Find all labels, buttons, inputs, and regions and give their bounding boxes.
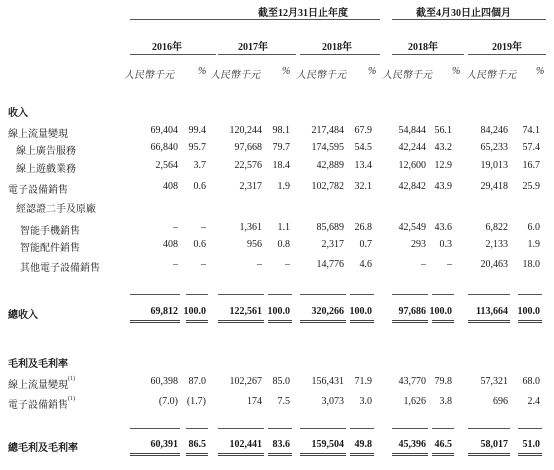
subtotal-rule <box>468 294 510 295</box>
subtotal-rule <box>130 294 180 295</box>
total-rule <box>518 320 542 323</box>
subtotal-rule <box>432 294 454 295</box>
unit-pct-2018-4m: % <box>452 66 461 77</box>
total-revenue-label: 總收入 <box>8 310 38 321</box>
gross-row-value: (7.0) <box>158 396 178 407</box>
subtotal-rule <box>218 294 264 295</box>
row-value: 42,889 <box>316 160 344 171</box>
row-value: 54,844 <box>398 125 426 136</box>
row-value: 25.9 <box>522 181 540 192</box>
gross-total-rule <box>300 453 346 456</box>
total-rule <box>392 320 428 323</box>
row-value: 2,317 <box>321 239 344 250</box>
subtotal-rule <box>350 294 374 295</box>
row-value: 0.6 <box>193 239 206 250</box>
gross-total-rule <box>218 453 264 456</box>
row-value: 408 <box>163 239 178 250</box>
gross-row-value: 71.9 <box>354 376 372 387</box>
gross-row-value: 85.0 <box>272 376 290 387</box>
gross-row-value: 696 <box>493 396 508 407</box>
row-value: 22,576 <box>234 160 262 171</box>
subtotal-rule <box>300 294 346 295</box>
gross-row-value: 79.8 <box>434 376 452 387</box>
total-revenue-value: 122,561 <box>229 306 262 317</box>
row-value: 13.4 <box>354 160 372 171</box>
subtotal-rule <box>268 294 292 295</box>
row-value: 6.0 <box>527 222 540 233</box>
row-value: – <box>201 222 206 233</box>
row-label: 經認證二手及原廠 <box>16 204 96 215</box>
unit-amount-2016: 人民幣千元 <box>124 70 174 81</box>
unit-amount-2018: 人民幣千元 <box>296 70 346 81</box>
gross-subtotal-rule <box>186 428 208 429</box>
row-value: 74.1 <box>522 125 540 136</box>
total-rule <box>300 320 346 323</box>
subtotal-rule <box>392 294 428 295</box>
total-gross-value: 60,391 <box>150 439 178 450</box>
gross-row-value: 7.5 <box>277 396 290 407</box>
row-value: 85,689 <box>316 222 344 233</box>
row-value: – <box>173 259 178 270</box>
row-value: 1.9 <box>527 239 540 250</box>
row-value: 2,133 <box>485 239 508 250</box>
total-revenue-value: 100.0 <box>267 306 290 317</box>
row-value: 4.6 <box>359 259 372 270</box>
row-value: – <box>173 222 178 233</box>
row-value: 18.0 <box>522 259 540 270</box>
row-value: 293 <box>411 239 426 250</box>
row-label: 智能手機銷售 <box>20 226 80 237</box>
row-value: 408 <box>163 181 178 192</box>
gross-row-value: 3.0 <box>359 396 372 407</box>
row-label: 線上遊戲業務 <box>16 164 76 175</box>
total-gross-label: 總毛利及毛利率 <box>8 443 78 454</box>
gross-total-rule <box>432 453 454 456</box>
total-gross-value: 102,441 <box>229 439 262 450</box>
gross-row-value: 3.8 <box>439 396 452 407</box>
row-value: 956 <box>247 239 262 250</box>
gross-row-value: 60,398 <box>150 376 178 387</box>
total-gross-value: 86.5 <box>188 439 206 450</box>
total-revenue-value: 69,812 <box>150 306 178 317</box>
gross-subtotal-rule <box>432 428 454 429</box>
row-value: 43.6 <box>434 222 452 233</box>
gross-row-value: (1.7) <box>186 396 206 407</box>
unit-pct-2019-4m: % <box>536 66 545 77</box>
row-label: 電子設備銷售 <box>8 185 68 196</box>
row-value: 174,595 <box>311 142 344 153</box>
row-label: 線上流量變現 <box>8 129 68 140</box>
gross-row-value: 156,431 <box>311 376 344 387</box>
row-value: 66,840 <box>150 142 178 153</box>
year-rule-2019-4m <box>468 54 546 55</box>
year-2018: 2018年 <box>322 42 352 53</box>
total-rule <box>350 320 374 323</box>
gross-subtotal-rule <box>268 428 292 429</box>
total-rule <box>468 320 510 323</box>
gross-row-value: 1,626 <box>403 396 426 407</box>
total-gross-value: 49.8 <box>354 439 372 450</box>
total-rule <box>186 320 208 323</box>
row-value: – <box>257 259 262 270</box>
total-revenue-value: 100.0 <box>183 306 206 317</box>
row-value: 14,776 <box>316 259 344 270</box>
row-value: 32.1 <box>354 181 372 192</box>
row-value: – <box>285 259 290 270</box>
row-value: 65,233 <box>480 142 508 153</box>
row-value: 0.3 <box>439 239 452 250</box>
row-value: 1.1 <box>277 222 290 233</box>
unit-pct-2016: % <box>198 66 207 77</box>
row-value: 102,782 <box>311 181 344 192</box>
row-value: 98.1 <box>272 125 290 136</box>
gross-row-label: 線上流量變現 <box>8 380 68 391</box>
total-rule <box>268 320 292 323</box>
total-revenue-value: 320,266 <box>311 306 344 317</box>
row-value: 6,822 <box>485 222 508 233</box>
year-2017: 2017年 <box>238 42 268 53</box>
row-value: 2,317 <box>239 181 262 192</box>
total-rule <box>218 320 264 323</box>
row-value: 99.4 <box>188 125 206 136</box>
gross-row-value: 43,770 <box>398 376 426 387</box>
total-gross-value: 83.6 <box>272 439 290 450</box>
total-revenue-value: 100.0 <box>517 306 540 317</box>
year-rule-2016 <box>130 54 216 55</box>
section-revenue: 收入 <box>8 108 28 119</box>
unit-amount-2019-4m: 人民幣千元 <box>466 70 516 81</box>
row-value: 56.1 <box>434 125 452 136</box>
row-label: 其他電子設備銷售 <box>20 263 100 274</box>
total-revenue-value: 100.0 <box>429 306 452 317</box>
gross-subtotal-rule <box>518 428 542 429</box>
row-value: 0.7 <box>359 239 372 250</box>
row-value: 42,244 <box>398 142 426 153</box>
row-value: 79.7 <box>272 142 290 153</box>
gross-subtotal-rule <box>300 428 346 429</box>
row-value: 20,463 <box>480 259 508 270</box>
header-four-months: 截至4月30日止四個月 <box>416 8 511 19</box>
header-year-ended: 截至12月31日止年度 <box>258 8 348 19</box>
row-value: 18.4 <box>272 160 290 171</box>
total-rule <box>432 320 454 323</box>
gross-total-rule <box>268 453 292 456</box>
gross-total-rule <box>518 453 542 456</box>
gross-subtotal-rule <box>392 428 428 429</box>
section-gross-profit: 毛利及毛利率 <box>8 359 68 370</box>
row-value: 16.7 <box>522 160 540 171</box>
row-value: – <box>447 259 452 270</box>
gross-total-rule <box>130 453 180 456</box>
row-value: 42,842 <box>398 181 426 192</box>
gross-row-value: 102,267 <box>229 376 262 387</box>
gross-total-rule <box>186 453 208 456</box>
year-2019-4m: 2019年 <box>492 42 522 53</box>
row-label: 智能配件銷售 <box>20 243 80 254</box>
row-value: 2,564 <box>155 160 178 171</box>
total-revenue-value: 97,686 <box>398 306 426 317</box>
row-value: 97,668 <box>234 142 262 153</box>
row-value: 120,244 <box>229 125 262 136</box>
row-value: 54.5 <box>354 142 372 153</box>
gross-total-rule <box>392 453 428 456</box>
row-value: 12.9 <box>434 160 452 171</box>
row-value: – <box>421 259 426 270</box>
total-gross-value: 45,396 <box>398 439 426 450</box>
total-gross-value: 159,504 <box>311 439 344 450</box>
gross-subtotal-rule <box>468 428 510 429</box>
gross-total-rule <box>350 453 374 456</box>
row-value: 12,600 <box>398 160 426 171</box>
row-value: 1,361 <box>239 222 262 233</box>
row-value: 67.9 <box>354 125 372 136</box>
gross-row-value: 87.0 <box>188 376 206 387</box>
year-2018-4m: 2018年 <box>408 42 438 53</box>
footnote-marker: (1) <box>68 376 75 382</box>
footnote-marker: (1) <box>68 396 75 402</box>
row-label: 線上廣告服務 <box>16 146 76 157</box>
header-rule-2 <box>392 19 546 20</box>
row-value: 1.9 <box>277 181 290 192</box>
row-value: – <box>201 259 206 270</box>
subtotal-rule <box>186 294 208 295</box>
gross-row-value: 68.0 <box>522 376 540 387</box>
row-value: 26.8 <box>354 222 372 233</box>
total-rule <box>130 320 180 323</box>
row-value: 42,549 <box>398 222 426 233</box>
row-value: 84,246 <box>480 125 508 136</box>
year-rule-2018-4m <box>392 54 464 55</box>
unit-amount-2017: 人民幣千元 <box>210 70 260 81</box>
row-value: 19,013 <box>480 160 508 171</box>
total-gross-value: 51.0 <box>522 439 540 450</box>
unit-pct-2017: % <box>282 66 291 77</box>
row-value: 0.8 <box>277 239 290 250</box>
subtotal-rule <box>518 294 542 295</box>
year-2016: 2016年 <box>152 42 182 53</box>
unit-pct-2018: % <box>368 66 377 77</box>
gross-total-rule <box>468 453 510 456</box>
unit-amount-2018-4m: 人民幣千元 <box>382 70 432 81</box>
gross-subtotal-rule <box>218 428 264 429</box>
row-value: 3.7 <box>193 160 206 171</box>
total-revenue-value: 100.0 <box>349 306 372 317</box>
gross-row-label: 電子設備銷售 <box>8 400 68 411</box>
row-value: 0.6 <box>193 181 206 192</box>
year-rule-2017 <box>218 54 296 55</box>
gross-row-value: 174 <box>247 396 262 407</box>
total-gross-value: 46.5 <box>434 439 452 450</box>
gross-row-value: 3,073 <box>321 396 344 407</box>
gross-row-value: 2.4 <box>527 396 540 407</box>
gross-row-value: 57,321 <box>480 376 508 387</box>
row-value: 217,484 <box>311 125 344 136</box>
row-value: 43.9 <box>434 181 452 192</box>
total-gross-value: 58,017 <box>480 439 508 450</box>
year-rule-2018 <box>300 54 380 55</box>
gross-subtotal-rule <box>130 428 180 429</box>
header-rule-1 <box>130 19 380 20</box>
row-value: 43.2 <box>434 142 452 153</box>
total-revenue-value: 113,664 <box>476 306 508 317</box>
row-value: 69,404 <box>150 125 178 136</box>
gross-subtotal-rule <box>350 428 374 429</box>
row-value: 29,418 <box>480 181 508 192</box>
row-value: 95.7 <box>188 142 206 153</box>
row-value: 57.4 <box>522 142 540 153</box>
